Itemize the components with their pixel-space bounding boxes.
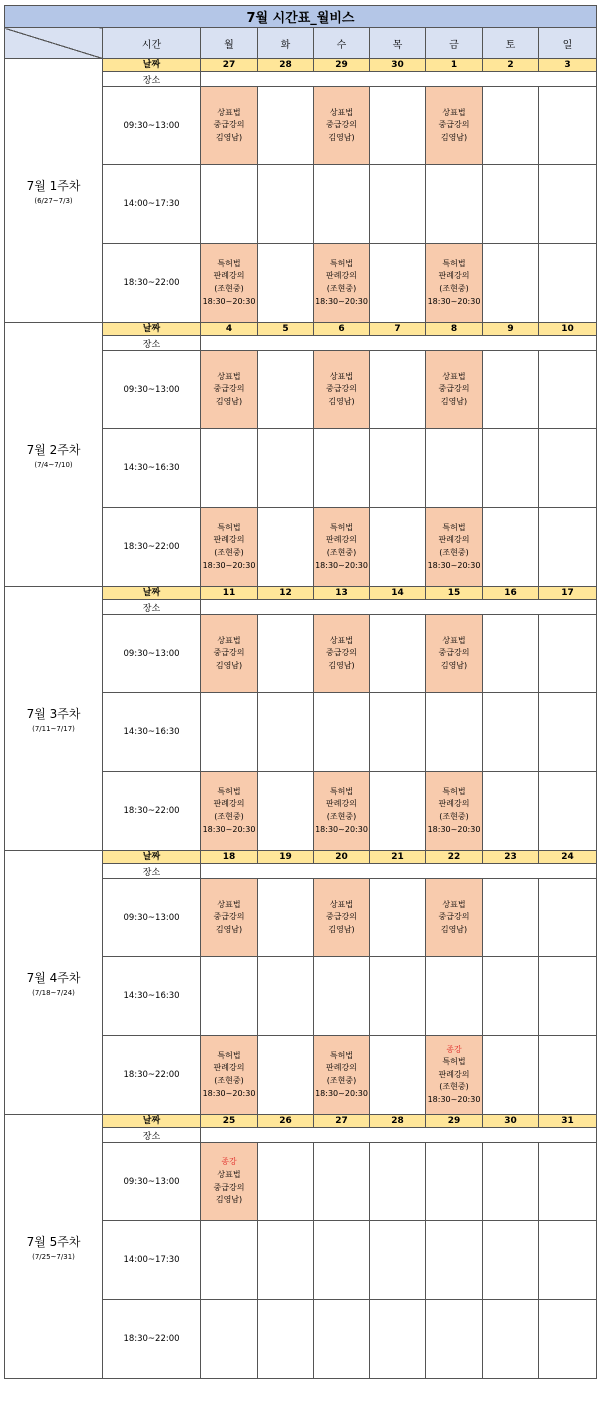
empty-cell [314,165,370,244]
lecture-line: 18:30~20:30 [202,296,256,306]
week-name: 7월 3주차 [26,706,81,721]
empty-cell [539,165,597,244]
date-cell: 22 [426,851,483,864]
patent-lecture-cell [426,772,483,851]
lecture-line: (조현중) [214,284,244,293]
empty-cell [483,244,539,323]
empty-cell [483,351,539,429]
empty-cell [483,1143,539,1221]
lecture-line: (조현중) [214,1076,244,1085]
lecture-line: 18:30~20:30 [315,1088,368,1098]
corner-diagonal-cell [5,28,103,59]
empty-cell [539,87,597,165]
lecture-line: 특허법 [329,258,354,268]
lecture-line: 판례강의 [326,271,357,281]
date-cell: 6 [314,323,370,336]
empty-cell [483,1036,539,1115]
place-cell [201,864,597,879]
lecture-line: 김영남) [215,660,243,670]
empty-cell [370,615,426,693]
date-cell: 13 [314,587,370,600]
trademark-lecture-cell [201,351,258,429]
time-slot: 18:30~22:00 [103,772,201,851]
empty-cell [483,1300,539,1379]
empty-cell [539,1036,597,1115]
week-name: 7월 4주차 [26,970,81,985]
date-label: 날짜 [103,851,201,864]
empty-cell [483,879,539,957]
place-label: 장소 [103,600,201,615]
lecture-line: 김영남) [328,396,355,406]
date-cell: 19 [258,851,314,864]
empty-cell [483,1221,539,1300]
lecture-line: 중급강의 [326,912,357,922]
lecture-line: 특허법 [217,522,241,532]
date-cell: 17 [539,587,597,600]
lecture-line: 18:30~20:30 [427,824,481,834]
lecture-line: 중급강의 [438,648,470,658]
empty-cell [370,165,426,244]
date-cell: 8 [426,323,483,336]
time-slot: 14:30~16:30 [103,957,201,1036]
date-cell: 23 [483,851,539,864]
lecture-line: 특허법 [329,1050,354,1060]
header-day-thu: 목 [370,28,426,59]
lecture-line: 상표법 [217,107,241,117]
patent-lecture-cell [426,508,483,587]
empty-cell [483,87,539,165]
week-range: (7/11~7/17) [32,724,75,733]
patent-lecture-cell [201,772,258,851]
lecture-line: 상표법 [329,635,354,645]
lecture-line: 18:30~20:30 [427,1094,481,1104]
lecture-line: 중급강의 [438,384,470,394]
trademark-lecture-cell [314,87,370,165]
lecture-line: 상표법 [217,899,241,909]
trademark-lecture-cell [201,879,258,957]
date-cell: 27 [201,59,258,72]
date-cell: 12 [258,587,314,600]
lecture-line: 18:30~20:30 [202,1088,256,1098]
date-label: 날짜 [103,1115,201,1128]
place-cell [201,336,597,351]
empty-cell [314,693,370,772]
header-day-sun: 일 [539,28,597,59]
lecture-line: 18:30~20:30 [315,824,368,834]
empty-cell [201,957,258,1036]
empty-cell [370,1300,426,1379]
empty-cell [314,1300,370,1379]
week-range: (7/18~7/24) [32,988,75,997]
final-lecture-tag: 종강 [221,1157,237,1167]
lecture-line: 상표법 [442,371,466,381]
date-cell: 2 [483,59,539,72]
time-slot: 18:30~22:00 [103,244,201,323]
week-name: 7월 1주차 [26,178,81,193]
empty-cell [370,1221,426,1300]
lecture-line: 특허법 [329,522,354,532]
lecture-line: 중급강의 [213,648,245,658]
week-label [5,587,103,851]
date-cell: 16 [483,587,539,600]
empty-cell [426,1221,483,1300]
empty-cell [258,351,314,429]
lecture-line: 판례강의 [438,535,470,545]
lecture-line: (조현중) [326,812,357,821]
lecture-line: (조현중) [439,812,469,821]
empty-cell [314,957,370,1036]
lecture-line: 18:30~20:30 [315,560,368,570]
lecture-line: 판례강의 [326,1063,357,1073]
lecture-line: 특허법 [217,258,241,268]
date-cell: 21 [370,851,426,864]
empty-cell [539,351,597,429]
date-cell: 18 [201,851,258,864]
trademark-lecture-cell [314,879,370,957]
lecture-line: 상표법 [329,371,354,381]
date-cell: 28 [370,1115,426,1128]
header-day-tue: 화 [258,28,314,59]
empty-cell [258,429,314,508]
date-cell: 7 [370,323,426,336]
empty-cell [370,429,426,508]
lecture-line: 판례강의 [438,1069,470,1079]
empty-cell [370,1143,426,1221]
empty-cell [539,772,597,851]
week-label [5,59,103,323]
date-cell: 30 [370,59,426,72]
lecture-line: (조현중) [326,548,357,557]
patent-lecture-cell [314,772,370,851]
empty-cell [370,351,426,429]
date-label: 날짜 [103,59,201,72]
lecture-line: 판례강의 [326,535,357,545]
patent-lecture-cell [314,508,370,587]
lecture-line: (조현중) [439,1082,469,1092]
empty-cell [314,1221,370,1300]
trademark-lecture-cell [314,615,370,693]
header-day-sat: 토 [483,28,539,59]
header-day-wed: 수 [314,28,370,59]
lecture-line: 중급강의 [438,120,470,130]
place-cell [201,600,597,615]
trademark-lecture-cell [426,87,483,165]
lecture-line: 상표법 [217,1169,241,1179]
empty-cell [426,429,483,508]
trademark-lecture-cell [426,615,483,693]
time-slot: 18:30~22:00 [103,1300,201,1379]
empty-cell [539,957,597,1036]
trademark-lecture-cell [314,351,370,429]
empty-cell [539,1300,597,1379]
lecture-line: 중급강의 [213,1182,245,1192]
header-day-mon: 월 [201,28,258,59]
lecture-line: 중급강의 [438,912,470,922]
empty-cell [370,87,426,165]
lecture-line: 김영남) [215,396,243,406]
time-slot: 14:30~16:30 [103,429,201,508]
empty-cell [539,429,597,508]
time-slot: 09:30~13:00 [103,879,201,957]
place-cell [201,72,597,87]
empty-cell [258,879,314,957]
patent-lecture-cell [201,508,258,587]
lecture-line: 상표법 [442,107,466,117]
lecture-line: 판례강의 [326,799,357,809]
date-cell: 29 [426,1115,483,1128]
patent-lecture-cell [314,1036,370,1115]
lecture-line: (조현중) [214,812,244,821]
time-slot: 14:00~17:30 [103,165,201,244]
empty-cell [370,693,426,772]
date-cell: 1 [426,59,483,72]
empty-cell [426,165,483,244]
week-range: (7/4~7/10) [34,460,73,469]
empty-cell [483,772,539,851]
place-label: 장소 [103,864,201,879]
time-slot: 14:00~17:30 [103,1221,201,1300]
date-cell: 30 [483,1115,539,1128]
empty-cell [258,508,314,587]
lecture-line: 김영남) [328,924,355,934]
trademark-lecture-cell [201,87,258,165]
lecture-line: (조현중) [326,284,357,293]
empty-cell [201,1221,258,1300]
trademark-lecture-cell [201,615,258,693]
date-cell: 20 [314,851,370,864]
empty-cell [314,429,370,508]
trademark-lecture-cell [426,351,483,429]
lecture-line: 18:30~20:30 [202,824,256,834]
date-cell: 27 [314,1115,370,1128]
lecture-line: 특허법 [442,1057,466,1067]
patent-lecture-cell [201,1036,258,1115]
week-name: 7월 2주차 [26,442,81,457]
date-cell: 15 [426,587,483,600]
schedule-table [4,5,597,1379]
time-slot: 14:30~16:30 [103,693,201,772]
empty-cell [426,1300,483,1379]
empty-cell [483,957,539,1036]
date-cell: 24 [539,851,597,864]
empty-cell [258,1221,314,1300]
lecture-line: 판례강의 [213,1063,245,1073]
lecture-line: (조현중) [326,1076,357,1085]
lecture-line: 중급강의 [213,120,245,130]
empty-cell [539,1143,597,1221]
week-name: 7월 5주차 [26,1234,81,1249]
lecture-line: 18:30~20:30 [427,560,481,570]
week-range: (6/27~7/3) [34,196,73,205]
empty-cell [483,615,539,693]
lecture-line: 상표법 [217,371,241,381]
date-cell: 29 [314,59,370,72]
lecture-line: 상표법 [442,635,466,645]
lecture-line: 김영남) [440,396,468,406]
trademark-lecture-cell [426,879,483,957]
date-cell: 26 [258,1115,314,1128]
date-label: 날짜 [103,323,201,336]
empty-cell [258,1143,314,1221]
lecture-line: 판례강의 [438,271,470,281]
time-slot: 18:30~22:00 [103,1036,201,1115]
lecture-line: 김영남) [328,132,355,142]
empty-cell [201,1300,258,1379]
lecture-line: (조현중) [214,548,244,557]
lecture-line: 중급강의 [326,120,357,130]
empty-cell [370,1036,426,1115]
lecture-line: 판례강의 [213,271,245,281]
lecture-line: 18:30~20:30 [315,296,368,306]
empty-cell [539,693,597,772]
empty-cell [483,508,539,587]
lecture-line: 18:30~20:30 [202,560,256,570]
header-day-fri: 금 [426,28,483,59]
lecture-line: 중급강의 [213,912,245,922]
lecture-line: 특허법 [442,258,466,268]
time-slot: 09:30~13:00 [103,87,201,165]
lecture-line: 특허법 [329,786,354,796]
date-cell: 5 [258,323,314,336]
schedule-title: 7월 시간표_월비스 [5,6,597,28]
place-cell [201,1128,597,1143]
lecture-line: 특허법 [442,522,466,532]
empty-cell [201,429,258,508]
lecture-line: 중급강의 [213,384,245,394]
patent-lecture-cell [314,244,370,323]
lecture-line: 김영남) [215,132,243,142]
date-cell: 11 [201,587,258,600]
time-slot: 09:30~13:00 [103,615,201,693]
empty-cell [370,244,426,323]
trademark-final-lecture-cell [201,1143,258,1221]
empty-cell [258,957,314,1036]
empty-cell [370,957,426,1036]
empty-cell [370,879,426,957]
empty-cell [426,1143,483,1221]
time-slot: 18:30~22:00 [103,508,201,587]
date-cell: 28 [258,59,314,72]
week-range: (7/25~7/31) [32,1252,75,1261]
empty-cell [258,244,314,323]
final-lecture-tag: 종강 [446,1044,462,1054]
date-cell: 31 [539,1115,597,1128]
lecture-line: 상표법 [442,899,466,909]
patent-final-lecture-cell [426,1036,483,1115]
lecture-line: 김영남) [215,1195,243,1205]
lecture-line: (조현중) [439,284,469,293]
lecture-line: 특허법 [217,1050,241,1060]
empty-cell [426,957,483,1036]
lecture-line: 상표법 [329,107,354,117]
lecture-line: 특허법 [442,786,466,796]
patent-lecture-cell [201,244,258,323]
week-label [5,323,103,587]
empty-cell [258,615,314,693]
empty-cell [258,772,314,851]
empty-cell [258,1300,314,1379]
date-cell: 14 [370,587,426,600]
empty-cell [258,693,314,772]
empty-cell [539,1221,597,1300]
date-cell: 10 [539,323,597,336]
empty-cell [539,615,597,693]
patent-lecture-cell [426,244,483,323]
lecture-line: (조현중) [439,548,469,557]
empty-cell [258,87,314,165]
lecture-line: 특허법 [217,786,241,796]
place-label: 장소 [103,72,201,87]
time-slot: 09:30~13:00 [103,1143,201,1221]
lecture-line: 중급강의 [326,648,357,658]
lecture-line: 김영남) [440,132,468,142]
empty-cell [426,693,483,772]
place-label: 장소 [103,1128,201,1143]
empty-cell [258,1036,314,1115]
lecture-line: 18:30~20:30 [427,296,481,306]
empty-cell [483,429,539,508]
empty-cell [370,508,426,587]
empty-cell [201,165,258,244]
lecture-line: 판례강의 [213,799,245,809]
empty-cell [483,165,539,244]
date-label: 날짜 [103,587,201,600]
empty-cell [370,772,426,851]
date-cell: 25 [201,1115,258,1128]
empty-cell [539,879,597,957]
empty-cell [314,1143,370,1221]
lecture-line: 중급강의 [326,384,357,394]
lecture-line: 판례강의 [438,799,470,809]
lecture-line: 김영남) [440,924,468,934]
week-label [5,851,103,1115]
lecture-line: 판례강의 [213,535,245,545]
empty-cell [483,693,539,772]
empty-cell [539,244,597,323]
time-slot: 09:30~13:00 [103,351,201,429]
empty-cell [201,693,258,772]
date-cell: 3 [539,59,597,72]
empty-cell [258,165,314,244]
place-label: 장소 [103,336,201,351]
lecture-line: 김영남) [328,660,355,670]
lecture-line: 상표법 [217,635,241,645]
date-cell: 4 [201,323,258,336]
lecture-line: 김영남) [215,924,243,934]
empty-cell [539,508,597,587]
header-time: 시간 [103,28,201,59]
lecture-line: 김영남) [440,660,468,670]
week-label [5,1115,103,1379]
date-cell: 9 [483,323,539,336]
lecture-line: 상표법 [329,899,354,909]
